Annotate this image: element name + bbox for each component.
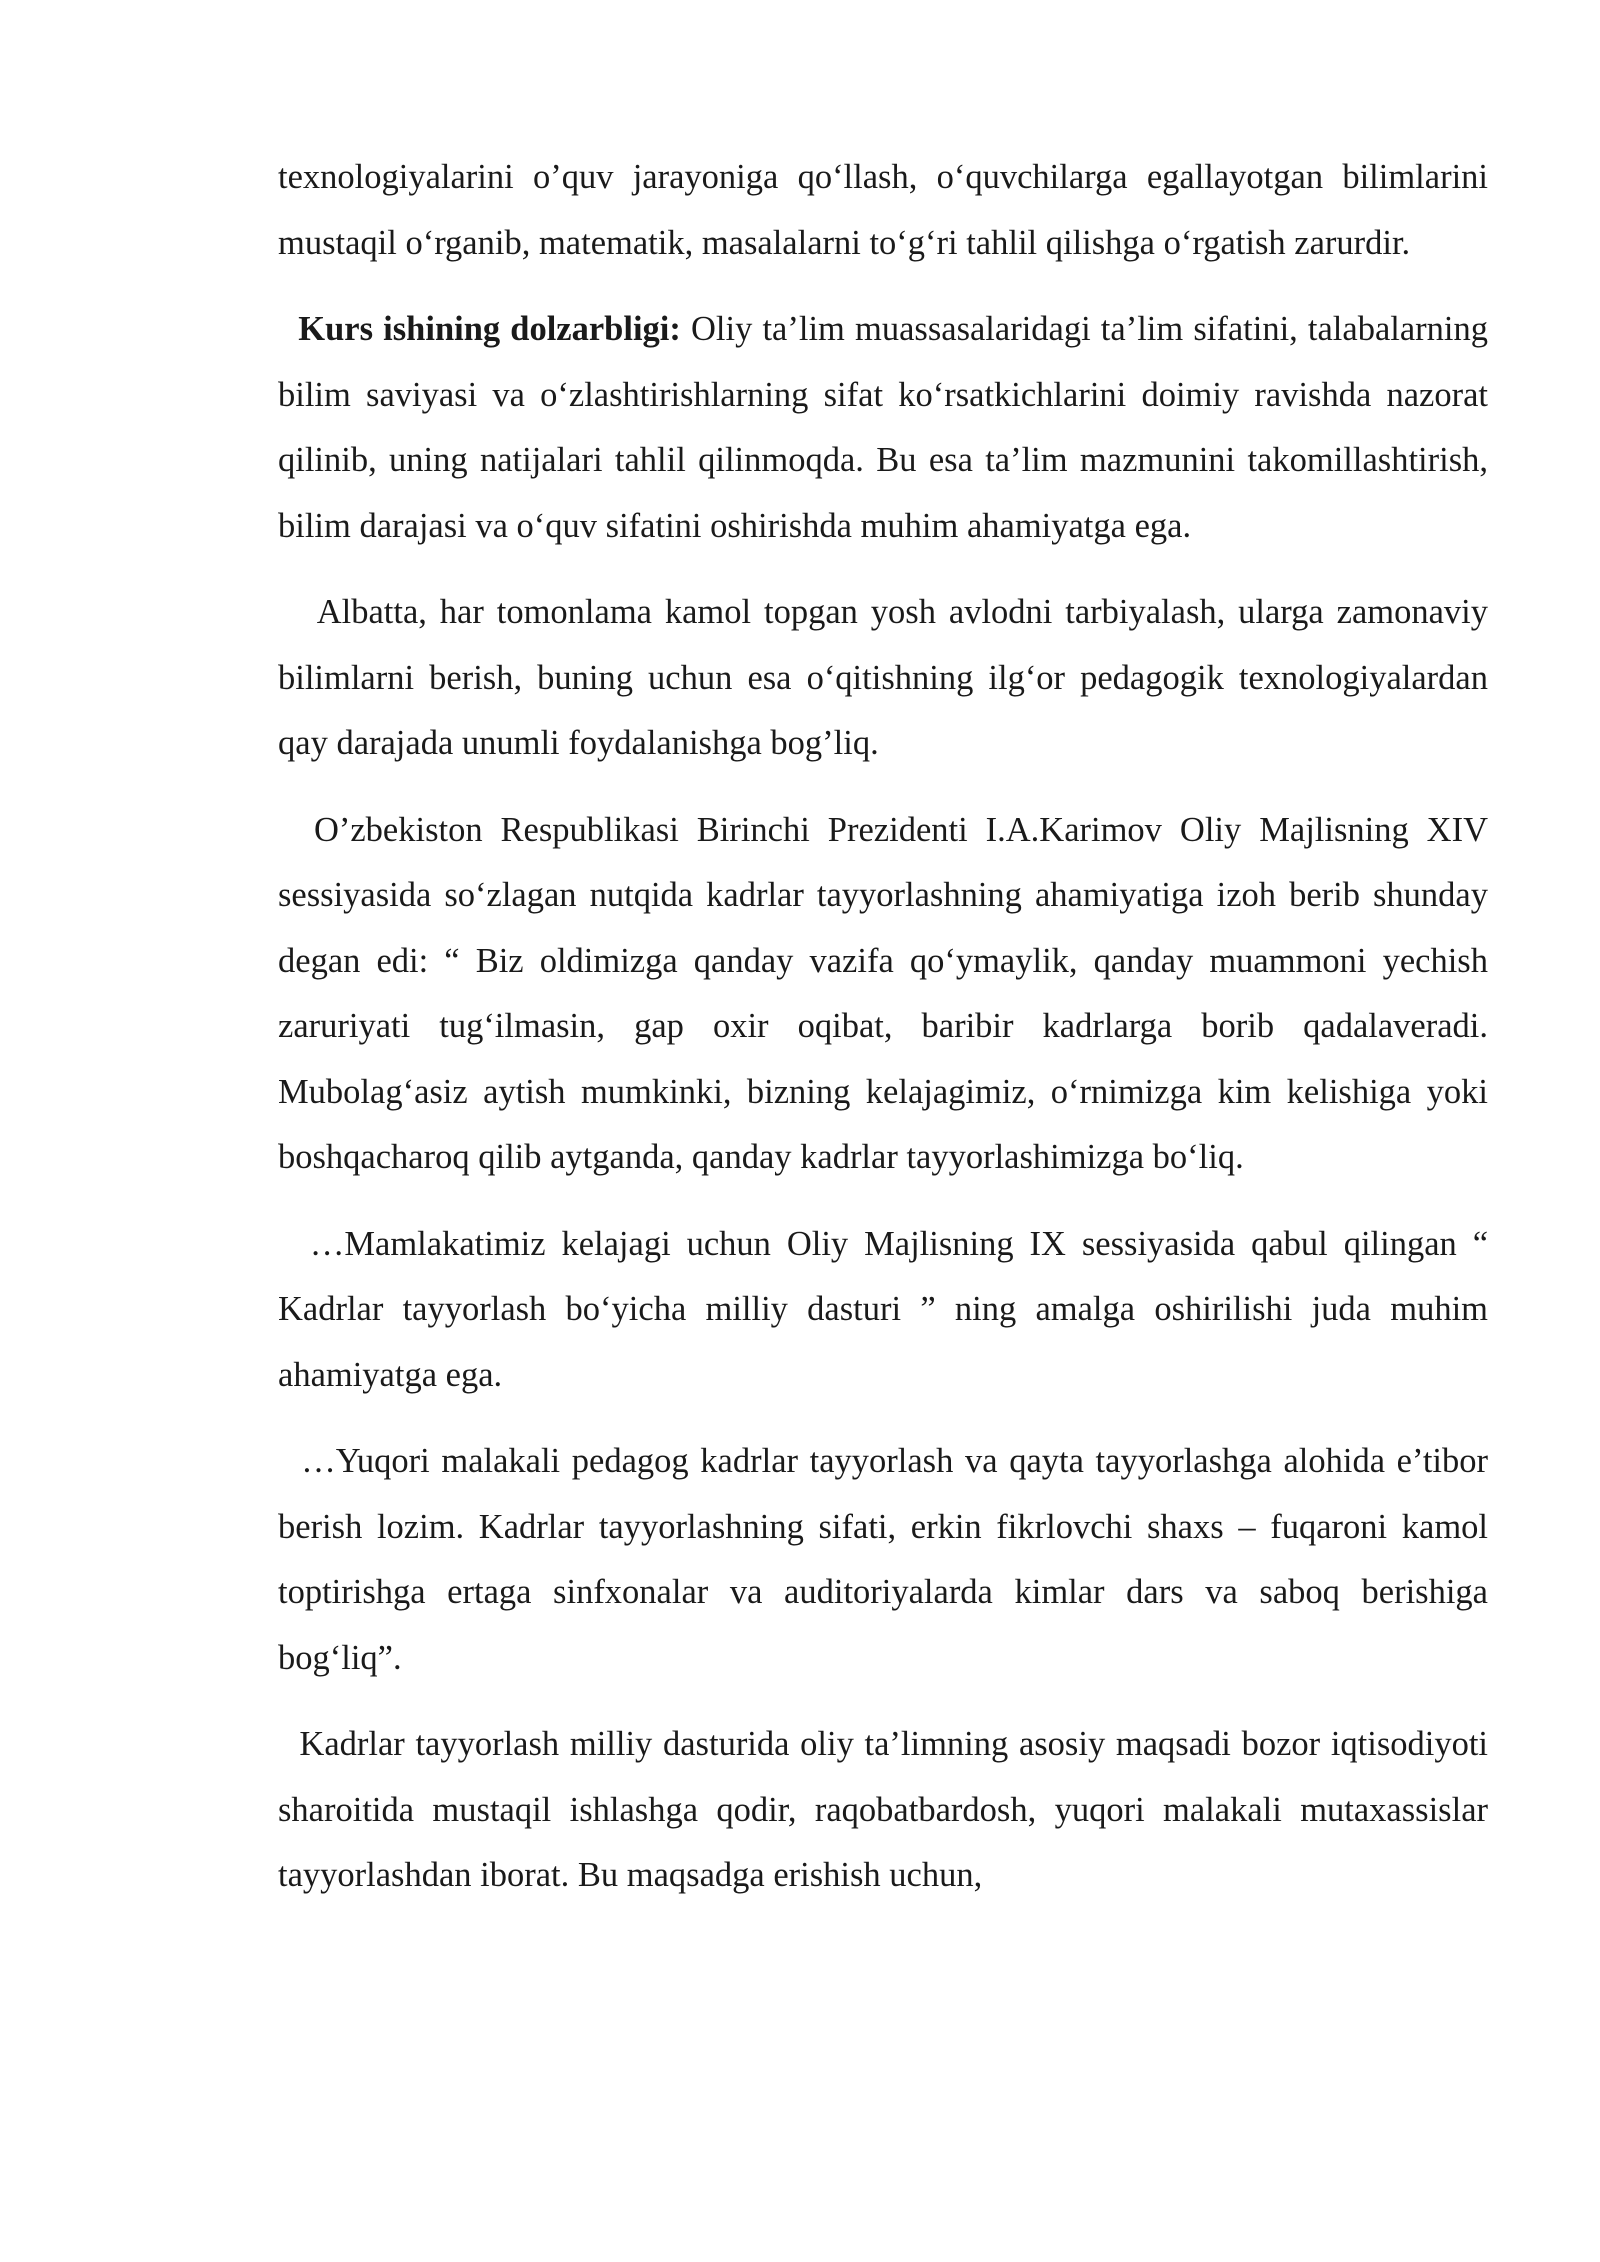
paragraph-text: …Yuqori malakali pedagog kadrlar tayyorlash va qayta tayyorlashga alohida e’tibor berish lozim. Kadrlar tayyorlashning sifati, erkin fikrlovchi shaxs – fuqaroni kamol toptirishga ertaga sinfxonalar va auditoriyalarda kimlar dars va saboq berishiga bog‘liq”. xyxy=(278,1442,1488,1677)
paragraph-indent xyxy=(278,811,314,849)
paragraph-5 xyxy=(278,1212,1488,1409)
paragraph-indent xyxy=(278,1725,299,1763)
paragraph-text: O’zbekiston Respublikasi Birinchi Prezidenti I.A.Karimov Oliy Majlisning XIV sessiyasida so‘zlagan nutqida kadrlar tayyorlashning ahamiyatiga izoh berib shunday degan edi: “ Biz oldimizga qanday vazifa qo‘ymaylik, qanday muammoni yechish zaruriyati tug‘ilmasin, gap oxir oqibat, baribir kadrlarga borib qadalaveradi. Mubolag‘asiz aytish mumkinki, bizning kelajagimiz, o‘rnimizga kim kelishiga yoki boshqacharoq qilib aytganda, qanday kadrlar tayyorlashimizga bo‘liq. xyxy=(278,810,1489,1176)
paragraph-text: Kadrlar tayyorlash milliy dasturida oliy ta’limning asosiy maqsadi bozor iqtisodiyoti sharoitida mustaqil ishlashga qodir, raqobatbardosh, yuqori malakali mutaxassislar tayyorlashdan iborat. Bu maqsadga erishish uchun, xyxy=(278,1725,1489,1894)
paragraph-6 xyxy=(278,1429,1488,1691)
paragraph-4 xyxy=(278,798,1488,1191)
paragraph-3 xyxy=(278,580,1488,777)
paragraph-indent xyxy=(278,310,298,348)
section-heading-relevance: Kurs ishining dolzarbligi: xyxy=(298,310,681,348)
paragraph-indent xyxy=(278,1442,301,1480)
paragraph-7 xyxy=(278,1712,1488,1909)
document-body xyxy=(278,145,1488,1909)
paragraph-text: texnologiyalarini o’quv jarayoniga qo‘llash, o‘quvchilarga egallayotgan bilimlarini mustaqil o‘rganib, matematik, masalalarni to‘g‘ri tahlil qilishga o‘rgatish zarurdir. xyxy=(278,158,1488,262)
paragraph-2 xyxy=(278,297,1488,559)
paragraph-1 xyxy=(278,145,1488,276)
paragraph-indent xyxy=(278,1225,310,1263)
paragraph-indent xyxy=(278,593,317,631)
paragraph-text: Albatta, har tomonlama kamol topgan yosh avlodni tarbiyalash, ularga zamonaviy bilimlarni berish, buning uchun esa o‘qitishning ilg‘or pedagogik texnologiyalardan qay darajada unumli foydalanishga bog’liq. xyxy=(278,593,1488,762)
paragraph-text: Oliy ta’lim muassasalaridagi ta’lim sifatini, talabalarning bilim saviyasi va o‘zlashtirishlarning sifat ko‘rsatkichlarini doimiy ravishda nazorat qilinib, uning natijalari tahlil qilinmoqda. Bu esa ta’lim mazmunini takomillashtirish, bilim darajasi va o‘quv sifatini oshirishda muhim ahamiyatga ega. xyxy=(278,310,1488,545)
paragraph-text: …Mamlakatimiz kelajagi uchun Oliy Majlisning IX sessiyasida qabul qilingan “ Kadrlar tayyorlash bo‘yicha milliy dasturi ” ning amalga oshirilishi juda muhim ahamiyatga ega. xyxy=(278,1224,1489,1394)
